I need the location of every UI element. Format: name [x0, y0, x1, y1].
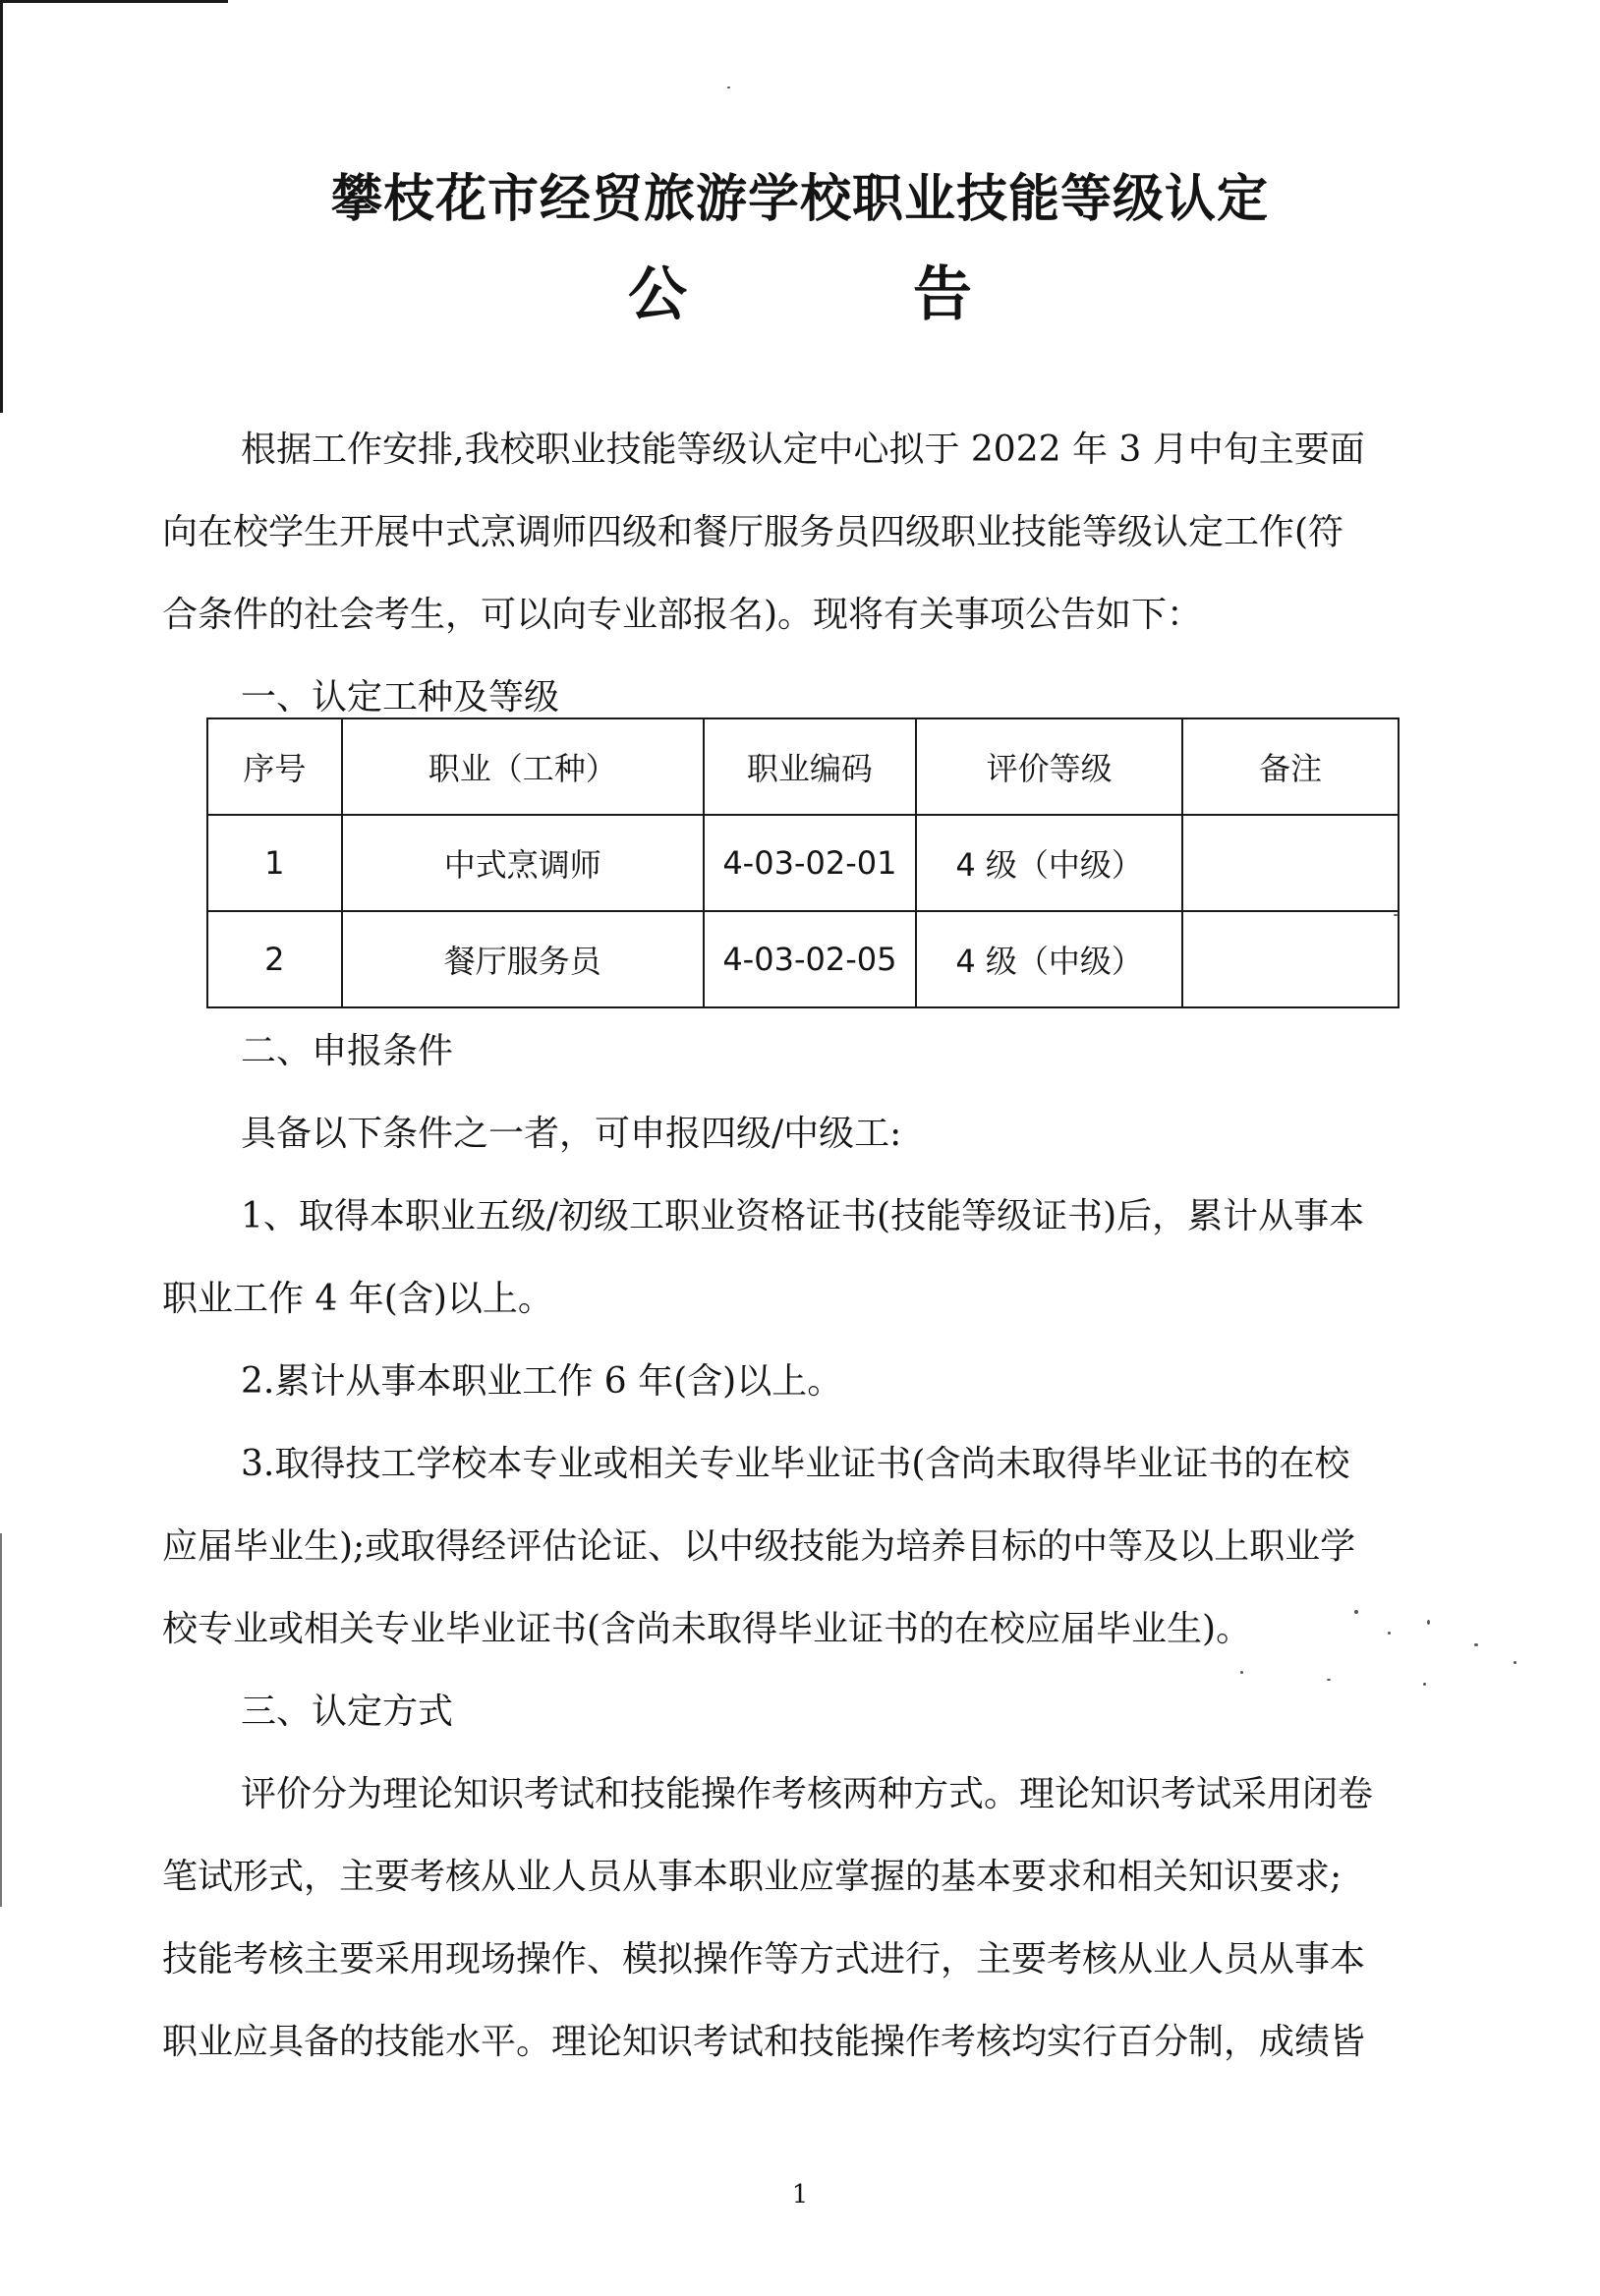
table-header-row	[207, 718, 1399, 815]
table-cell: 4 级（中级）	[916, 815, 1182, 911]
conditions-section	[162, 1010, 1440, 2084]
section2-lead: 具备以下条件之一者，可申报四级/中级工:	[241, 1114, 902, 1154]
scan-speck	[1514, 1661, 1516, 1664]
table-cell: 4-03-02-01	[704, 815, 916, 911]
intro-line: 向在校学生开展中式烹调师四级和餐厅服务员四级职业技能等级认定工作(符	[162, 512, 1344, 552]
condition-line: 1、取得本职业五级/初级工职业资格证书(技能等级证书)后，累计从事本	[241, 1196, 1365, 1236]
table-cell: 2	[207, 911, 342, 1007]
scan-speck	[1354, 1610, 1358, 1614]
table-header-cell: 备注	[1182, 718, 1399, 815]
condition-line: 校专业或相关专业毕业证书(含尚未取得毕业证书的在校应届毕业生)。	[162, 1609, 1252, 1649]
condition-line: 3.取得技工学校本专业或相关专业毕业证书(含尚未取得毕业证书的在校	[241, 1444, 1350, 1484]
scan-speck	[1240, 1671, 1243, 1674]
table-cell: 餐厅服务员	[342, 911, 704, 1007]
table-row	[207, 815, 1399, 911]
table-header-cell: 序号	[207, 718, 342, 815]
table-header-cell: 职业（工种）	[342, 718, 704, 815]
scan-edge-top	[0, 0, 228, 3]
intro-line: 根据工作安排,我校职业技能等级认定中心拟于 2022 年 3 月中旬主要面	[241, 430, 1365, 470]
scan-speck	[1423, 1683, 1426, 1686]
section3-line: 技能考核主要采用现场操作、模拟操作等方式进行，主要考核从业人员从事本	[162, 1939, 1366, 1980]
table-cell: 4 级（中级）	[916, 911, 1182, 1007]
page-subtitle: 公告	[628, 260, 1198, 329]
table-row	[207, 911, 1399, 1007]
table-cell: 1	[207, 815, 342, 911]
certification-table	[206, 718, 1400, 1008]
section3-line: 笔试形式，主要考核从业人员从事本职业应掌握的基本要求和相关知识要求;	[162, 1857, 1343, 1897]
scan-speck	[1427, 1620, 1430, 1625]
section3-heading: 三、认定方式	[241, 1692, 454, 1732]
table-header-cell: 职业编码	[704, 718, 916, 815]
intro-paragraph	[162, 409, 1440, 739]
table-header-cell: 评价等级	[916, 718, 1182, 815]
scan-speck	[1394, 914, 1398, 916]
table-cell	[1182, 815, 1399, 911]
condition-line: 2.累计从事本职业工作 6 年(含)以上。	[241, 1361, 843, 1402]
condition-line: 职业工作 4 年(含)以上。	[162, 1279, 553, 1319]
page-number: 1	[791, 2180, 809, 2210]
condition-line: 应届毕业生);或取得经评估论证、以中级技能为培养目标的中等及以上职业学	[162, 1526, 1356, 1567]
section1-heading: 一、认定工种及等级	[241, 677, 560, 718]
section3-line: 职业应具备的技能水平。理论知识考试和技能操作考核均实行百分制，成绩皆	[162, 2022, 1366, 2062]
page-title: 攀枝花市经贸旅游学校职业技能等级认定	[330, 170, 1269, 229]
table-cell	[1182, 911, 1399, 1007]
section2-heading: 二、申报条件	[241, 1031, 454, 1071]
table-cell: 中式烹调师	[342, 815, 704, 911]
scan-speck	[1474, 1643, 1478, 1646]
section3-line: 评价分为理论知识考试和技能操作考核两种方式。理论知识考试采用闭卷	[241, 1774, 1374, 1814]
scan-edge-left-lower	[0, 1533, 2, 1907]
scan-speck	[1327, 1679, 1331, 1681]
table-cell: 4-03-02-05	[704, 911, 916, 1007]
scan-speck	[1388, 1632, 1391, 1635]
scan-speck	[727, 86, 730, 88]
intro-line: 合条件的社会考生，可以向专业部报名)。现将有关事项公告如下：	[162, 595, 1203, 635]
